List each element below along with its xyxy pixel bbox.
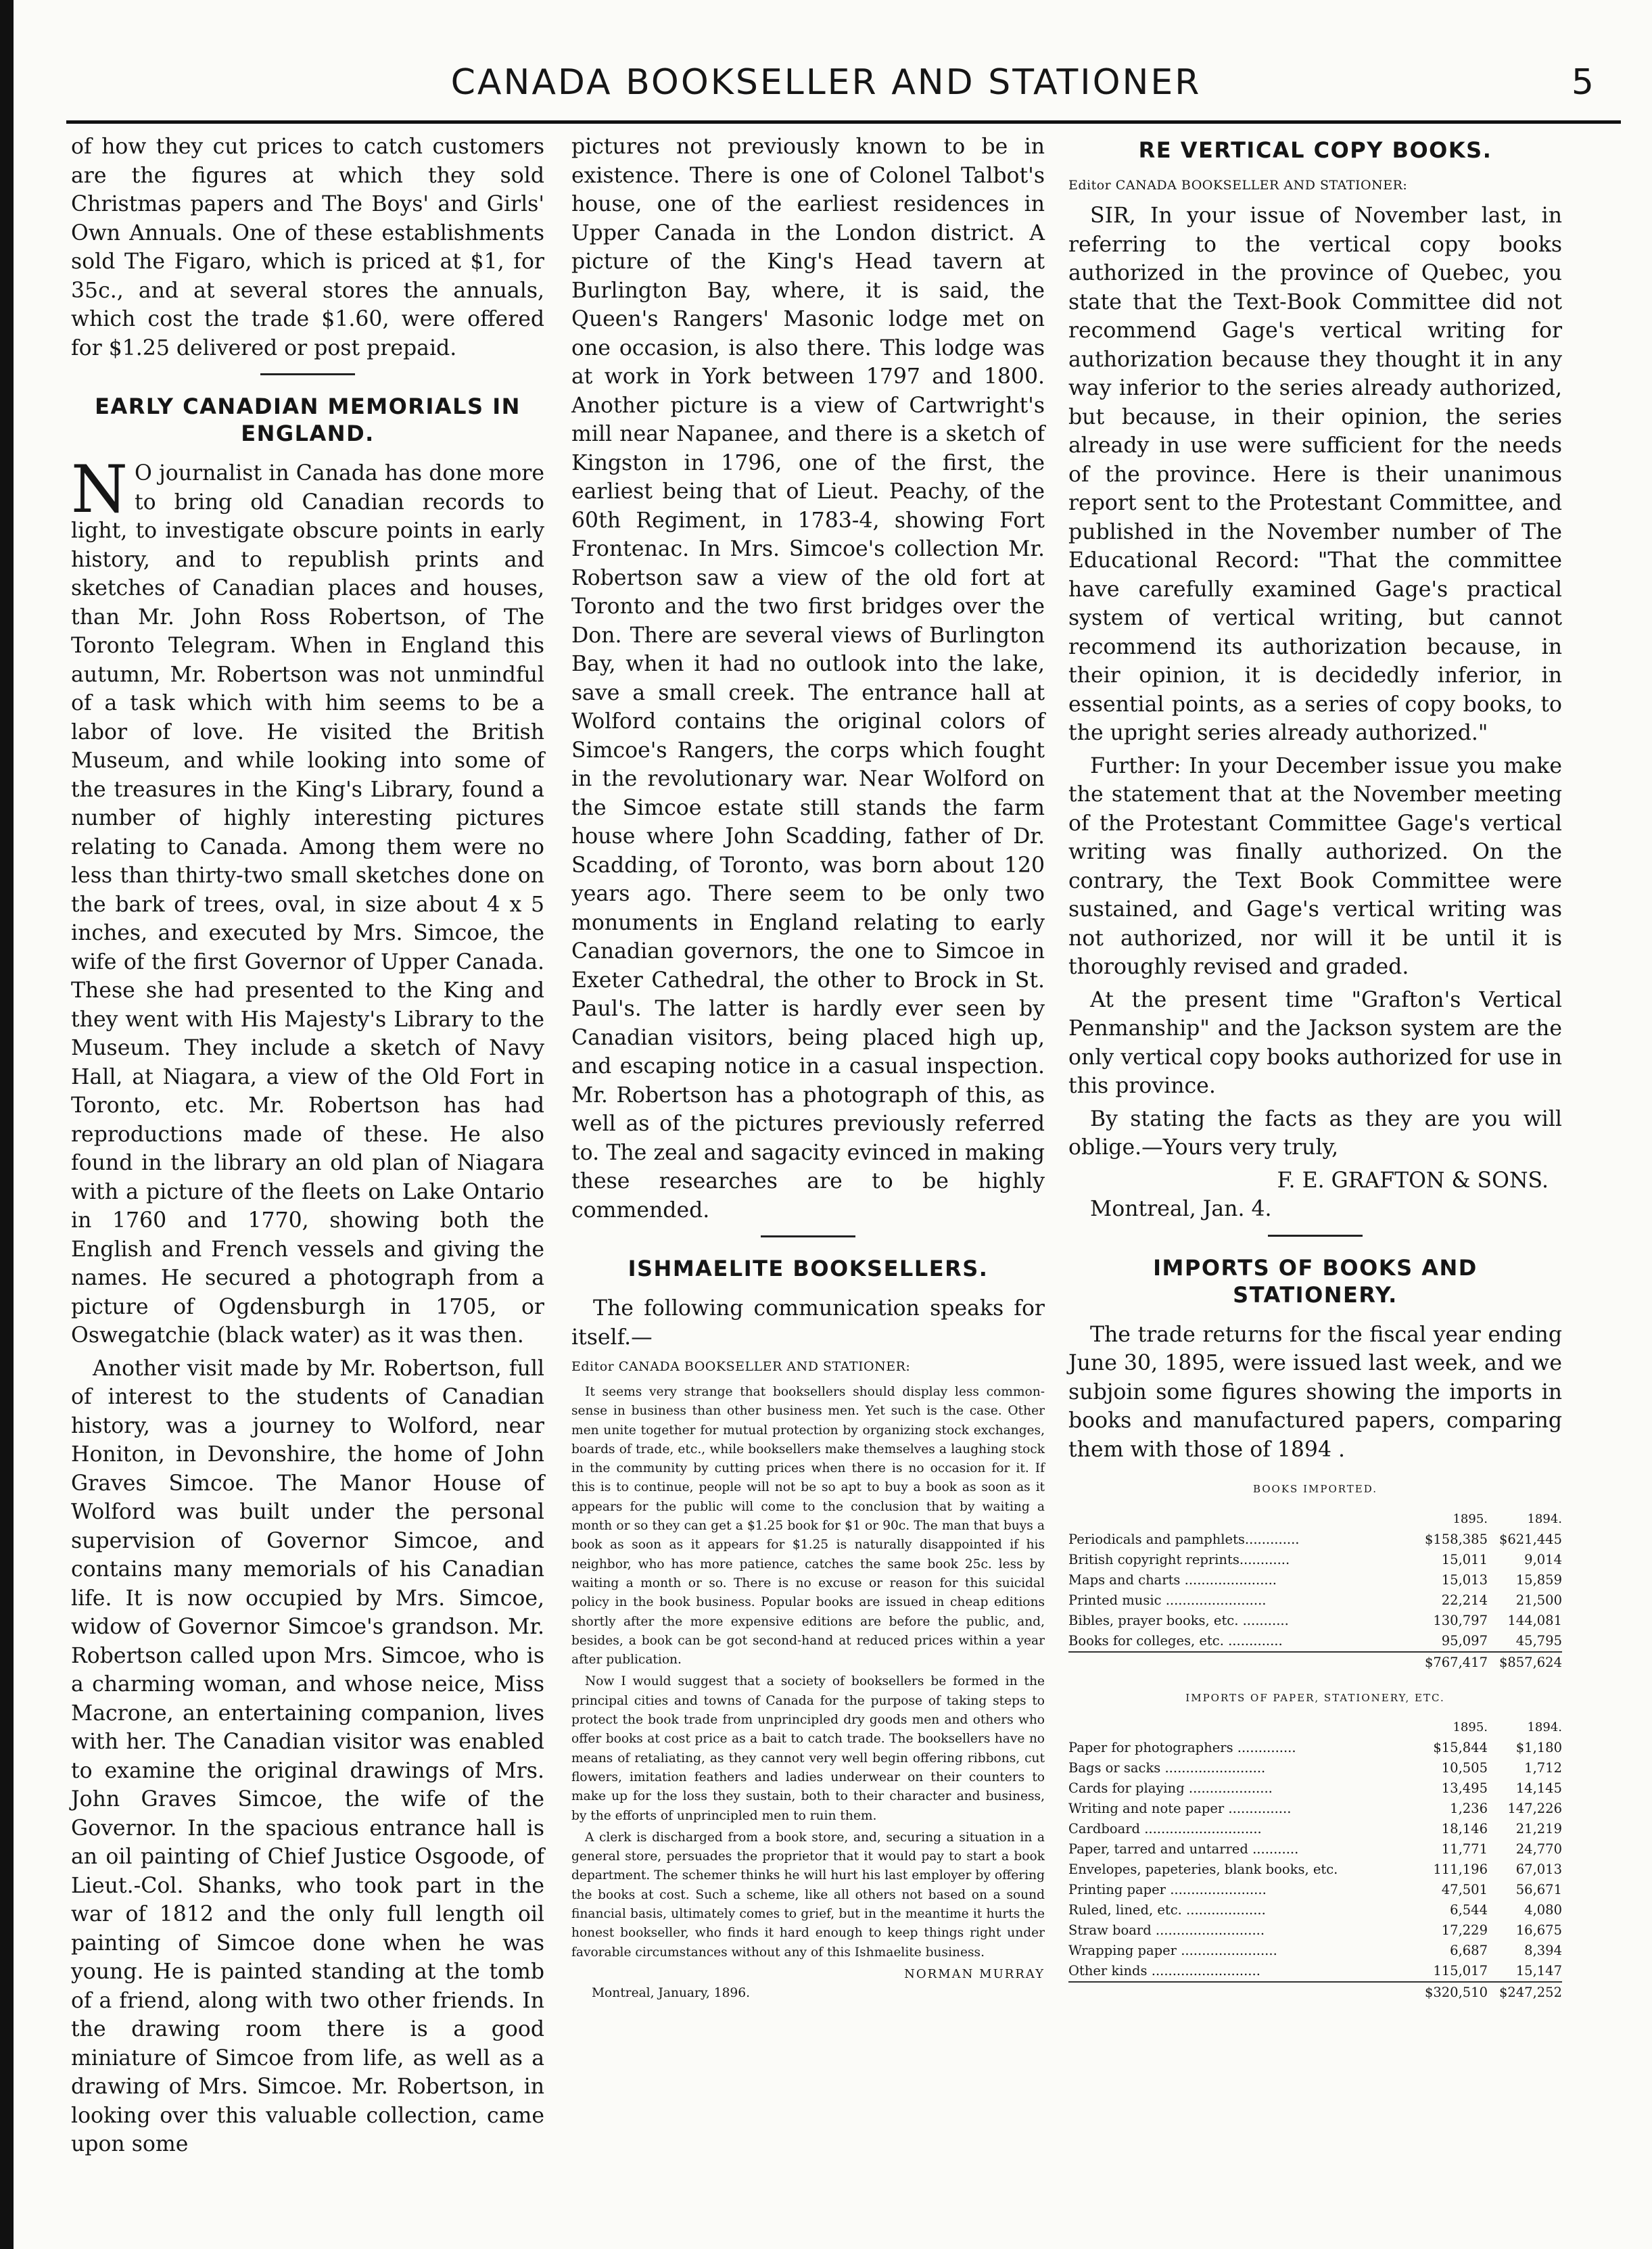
value-1894: 45,795 (1515, 1632, 1562, 1649)
paragraph: By stating the facts as they are you will oblige.—Yours very truly, (1068, 1106, 1562, 1160)
value-1895: $158,385 (1424, 1531, 1488, 1547)
value-1894: 144,081 (1507, 1612, 1562, 1628)
value-1895: 18,146 (1441, 1821, 1488, 1837)
value-1894: $1,180 (1515, 1740, 1562, 1755)
row-label: Paper, tarred and untarred ........... (1068, 1841, 1299, 1857)
value-1894: 24,770 (1515, 1841, 1562, 1857)
value-1894: 1,712 (1524, 1760, 1562, 1776)
row-label: Cardboard ............................ (1068, 1821, 1262, 1837)
value-1895: 95,097 (1441, 1632, 1488, 1649)
row-label: Books for colleges, etc. ............. (1068, 1632, 1283, 1649)
row-label: Printing paper ....................... (1068, 1882, 1267, 1897)
value-1894: $621,445 (1498, 1531, 1562, 1547)
article-headline: EARLY CANADIAN MEMORIALS IN ENGLAND. (95, 394, 521, 446)
value-1894: 9,014 (1524, 1551, 1562, 1567)
separator (761, 1235, 855, 1237)
paper-imports-table (1068, 1718, 1562, 2003)
column-1 (71, 133, 544, 2163)
value-1895: 15,011 (1441, 1551, 1488, 1567)
table-row (1068, 1819, 1562, 1839)
paragraph: SIR, In your issue of November last, in referring to the vertical copy books authorized in the province of Quebec, you state that the Text-Book Committee did not recommend Gage's vertical writing for authorization because they thought it in any way inferior to the series already authorized, but because, in their opinion, the series already in use were sufficient for the needs of the province. Here is their unanimous report sent to the Protestant Committee, and published in the November number of The Educational Record: "That the committee have carefully examined Gage's practical system of vertical writing, but cannot recommend its authorization because, in their opinion, it is decidedly inferior, in essential points, as a series of copy books, to the upright series already authorized." (1068, 204, 1562, 745)
value-1894: 56,671 (1515, 1882, 1562, 1897)
table-row (1068, 1920, 1562, 1941)
value-1895: 6,687 (1450, 1943, 1488, 1958)
value-1895: 22,214 (1441, 1592, 1488, 1608)
value-1895: 115,017 (1433, 1963, 1488, 1979)
article-headline: ISHMAELITE BOOKSELLERS. (628, 1256, 989, 1281)
value-1894: 4,080 (1524, 1902, 1562, 1918)
table-header-row (1068, 1509, 1562, 1530)
column-3 (1068, 133, 1562, 2006)
value-1895: 47,501 (1441, 1882, 1488, 1897)
column-header-1895: 1895. (1453, 1720, 1488, 1734)
header-rule (66, 120, 1621, 124)
value-1895: 10,505 (1441, 1760, 1488, 1776)
total-1894: $857,624 (1488, 1652, 1562, 1673)
row-label: Paper for photographers .............. (1068, 1740, 1296, 1755)
value-1895: 13,495 (1441, 1780, 1488, 1796)
table-row (1068, 1799, 1562, 1819)
value-1895: 17,229 (1441, 1922, 1488, 1938)
place-date: Montreal, Jan. 4. (1090, 1197, 1272, 1221)
table-header-row (1068, 1718, 1562, 1738)
row-label: Printed music ........................ (1068, 1592, 1267, 1608)
page-number: 5 (1571, 62, 1594, 103)
paragraph: The following communication speaks for itself.— (571, 1296, 1045, 1350)
paragraph: of how they cut prices to catch customers are the figures at which they sold Christmas papers and The Boys' and Girls' Own Annuals. One of these establishments sold The Figaro, which is priced at $1, for 35c., and at several stores the annuals, which cost the trade $1.60, were offered for $1.25 delivered or post prepaid. (71, 135, 544, 360)
table-row (1068, 1860, 1562, 1880)
row-label: Other kinds .......................... (1068, 1963, 1260, 1979)
total-1894: $247,252 (1488, 1982, 1562, 2003)
row-label: Bibles, prayer books, etc. ........... (1068, 1612, 1289, 1628)
row-label: Ruled, lined, etc. ................... (1068, 1902, 1266, 1918)
table-row (1068, 1611, 1562, 1631)
row-label: British copyright reprints............ (1068, 1551, 1290, 1567)
table-row (1068, 1550, 1562, 1570)
table-row (1068, 1839, 1562, 1860)
table-row (1068, 1631, 1562, 1652)
table-row (1068, 1758, 1562, 1778)
value-1895: 130,797 (1433, 1612, 1488, 1628)
value-1895: 1,236 (1450, 1801, 1488, 1816)
value-1894: 147,226 (1507, 1801, 1562, 1816)
editor-line: Editor CANADA BOOKSELLER AND STATIONER: (1068, 178, 1408, 193)
letter-paragraph: It seems very strange that booksellers should display less common-sense in business than other business men. Yet such is the case. Other men unite together for mutual protection by organizing stock exchanges, boards of trade, etc., while booksellers make themselves a laughing stock in the community by cutting prices when there is no occasion for it. If this is to continue, people will not be so apt to buy a book as soon as it appears for the public will come to the conclusion that by waiting a month or so they can get a $1.25 book for $1 or 90c. The man that buys a book as soon as it appears for $1.25 is naturally disappointed if his neighbor, who has more patience, catches the same book 25c. less by waiting a month or so. There is no excuse or reason for this suicidal policy in the book business. Popular books are issued in cheap editions shortly after the more expensive editions are before the public, and, besides, a book can be got second-hand at reduced prices within a year after publication. (571, 1385, 1045, 1667)
row-label: Wrapping paper ....................... (1068, 1943, 1277, 1958)
row-label: Cards for playing .................... (1068, 1780, 1273, 1796)
total-row (1068, 1652, 1562, 1673)
row-label: Straw board .......................... (1068, 1922, 1265, 1938)
value-1895: 111,196 (1433, 1862, 1488, 1877)
column-header-1895: 1895. (1453, 1511, 1488, 1526)
table-row (1068, 1778, 1562, 1799)
value-1894: 21,219 (1515, 1821, 1562, 1837)
total-row (1068, 1982, 1562, 2003)
value-1895: $15,844 (1433, 1740, 1488, 1755)
total-1895: $320,510 (1413, 1982, 1488, 2003)
paragraph: At the present time "Grafton's Vertical Penmanship" and the Jackson system are the only vertical copy books authorized for use in this province. (1068, 987, 1562, 1098)
letter-body (571, 1383, 1045, 2004)
table-row (1068, 1941, 1562, 1961)
row-label: Writing and note paper ............... (1068, 1801, 1292, 1816)
article-headline: IMPORTS OF BOOKS AND STATIONERY. (1153, 1254, 1478, 1308)
table-row (1068, 1880, 1562, 1900)
paragraph: The trade returns for the fiscal year ending June 30, 1895, were issued last week, and we subjoin some figures showing the imports in books and manufactured papers, comparing them with those of 1894 . (1068, 1322, 1562, 1462)
row-label: Bags or sacks ........................ (1068, 1760, 1266, 1776)
letter-paragraph: A clerk is discharged from a book store, and, securing a situation in a general store, persuades the proprietor that it would pay to start a book department. The schemer thinks he will hurt his last employer by offering the books at cost. Such a scheme, like all others not based on a sound financial basis, ultimately comes to grief, but in the meantime it hurts the honest bookseller, who finds it hard enough to keep things right under favorable circumstances without any of this Ishmaelite business. (571, 1830, 1045, 1960)
row-label: Maps and charts ...................... (1068, 1571, 1277, 1588)
article-headline: RE VERTICAL COPY BOOKS. (1138, 137, 1492, 163)
editor-line: Editor CANADA BOOKSELLER AND STATIONER: (571, 1359, 911, 1374)
drop-cap: N (71, 452, 128, 527)
value-1894: 15,147 (1515, 1963, 1562, 1979)
letter-signature: NORMAN MURRAY (904, 1966, 1045, 1981)
table-row (1068, 1590, 1562, 1611)
letter-date: Montreal, January, 1896. (592, 1986, 750, 2001)
page-edge-rule (0, 0, 14, 2249)
table-row (1068, 1570, 1562, 1590)
value-1895: 11,771 (1441, 1841, 1488, 1857)
table-row (1068, 1530, 1562, 1550)
value-1894: 15,859 (1515, 1571, 1562, 1588)
table-row (1068, 1961, 1562, 1982)
lead-text: O journalist in Canada has done more to bring old Canadian records to light, to investigate obscure points in early history, and to republish prints and sketches of Canadian places and houses, than Mr. John Ross Robertson, of The Toronto Telegram. When in England this autumn, Mr. Robertson was not unmindful of a task which with him seems to be a labor of love. He visited the British Museum, and while looking into some of the treasures in the King's Library, found a number of highly interesting pictures relating to Canada. Among them were no less than thirty-two small sketches done on the bark of trees, oval, in size about 4 x 5 inches, and executed by Mrs. Simcoe, the wife of the first Governor of Upper Canada. These she had presented to the King and they went with His Majesty's Library to the Museum. They include a sketch of Navy Hall, at Niagara, a view of the Old Fort in Toronto, etc. Mr. Robertson has had reproductions made of these. He also found in the library an old plan of Niagara with a picture of the fleets on Lake Ontario in 1760 and 1770, showing both the English and French vessels and giving the names. He secured a photograph from a picture of Ogdensburgh in 1705, or Oswegatchie (black water) as it was then. (71, 461, 544, 1348)
signature: F. E. GRAFTON & SONS. (1277, 1168, 1549, 1193)
paragraph: Another visit made by Mr. Robertson, full of interest to the students of Canadian history, was a journey to Wolford, near Honiton, in Devonshire, the home of John Graves Simcoe. The Manor House of Wolford was built under the personal supervision of Governor Simcoe, and contains many memorials of his Canadian life. It is now occupied by Mrs. Simcoe, widow of Governor Simcoe's grandson. Mr. Robertson called upon Mrs. Simcoe, who is a charming woman, and whose neice, Miss Macrone, an entertaining companion, lives with her. The Canadian visitor was enabled to examine the original drawings of Mrs. John Graves Simcoe, the wife of the Governor. In the spacious entrance hall is an oil painting of Chief Justice Osgoode, of Lieut.-Col. Shanks, who took part in the war of 1812 and the only full length oil painting of Simcoe done when he was young. He is painted standing at the tomb of a friend, along with two other friends. In the drawing room there is a good miniature of Simcoe from life, as well as a drawing of Mrs. Simcoe. Mr. Robertson, in looking over this valuable collection, came upon some (71, 1356, 544, 2156)
books-imported-table (1068, 1509, 1562, 1673)
value-1894: 8,394 (1524, 1943, 1562, 1958)
table-title: BOOKS IMPORTED. (1252, 1483, 1378, 1495)
total-1895: $767,417 (1413, 1652, 1488, 1673)
letter-paragraph: Now I would suggest that a society of booksellers be formed in the principal cities and towns of Canada for the purpose of taking steps to protect the book trade from unprincipled dry goods men and others who offer books at cost price as a bait to catch trade. The booksellers have no means of retaliating, as they cannot very well begin offering ribbons, cut flowers, imitation feathers and ladies underwear on their counters to make up for the loss they sustain, both to their character and business, by the efforts of unprincipled men to ruin them. (571, 1674, 1045, 1823)
column-header-1894: 1894. (1527, 1720, 1562, 1734)
value-1895: 6,544 (1450, 1902, 1488, 1918)
separator (260, 373, 355, 375)
value-1894: 67,013 (1515, 1862, 1562, 1877)
value-1894: 16,675 (1515, 1922, 1562, 1938)
column-header-1894: 1894. (1527, 1511, 1562, 1526)
value-1894: 14,145 (1515, 1780, 1562, 1796)
separator (1268, 1235, 1363, 1237)
paragraph: pictures not previously known to be in existence. There is one of Colonel Talbot's house, one of the earliest residences in Upper Canada in the London district. A picture of the King's Head tavern at Burlington Bay, where, it is said, the Queen's Rangers' Masonic lodge met on one occasion, is also there. This lodge was at work in York between 1797 and 1800. Another picture is a view of Cartwright's mill near Napanee, and there is a sketch of Kingston in 1796, one of the first, the earliest being that of Lieut. Peachy, of the 60th Regiment, in 1783-4, showing Fort Frontenac. In Mrs. Simcoe's collection Mr. Robertson saw a view of the old fort at Toronto and the two first bridges over the Don. There are several views of Burlington Bay, when it had no outlook into the lake, save a small creek. The entrance hall at Wolford contains the original colors of Simcoe's Rangers, the corps which fought in the revolutionary war. Near Wolford on the Simcoe estate still stands the farm house where John Scadding, father of Dr. Scadding, of Toronto, was born about 120 years ago. There seem to be only two monuments in England relating to early Canadian governors, the one to Simcoe in Exeter Cathedral, the other to Brock in St. Paul's. The latter is hardly ever seen by Canadian visitors, being placed high up, and escaping notice in a casual inspection. Mr. Robertson has a photograph of this, as well as of the pictures previously referred to. The zeal and sagacity evinced in making these researches are to be highly commended. (571, 135, 1045, 1223)
table-title: IMPORTS OF PAPER, STATIONERY, ETC. (1185, 1691, 1445, 1704)
row-label: Periodicals and pamphlets............. (1068, 1531, 1300, 1547)
value-1895: 15,013 (1441, 1571, 1488, 1588)
lead-paragraph (71, 452, 544, 1350)
table-row (1068, 1900, 1562, 1920)
running-head: CANADA BOOKSELLER AND STATIONER (450, 62, 1202, 103)
row-label: Envelopes, papeteries, blank books, etc. (1068, 1862, 1338, 1877)
table-row (1068, 1738, 1562, 1758)
column-2 (571, 133, 1045, 2004)
value-1894: 21,500 (1515, 1592, 1562, 1608)
paragraph: Further: In your December issue you make the statement that at the November meeting of the Protestant Committee Gage's vertical writing was finally authorized. On the contrary, the Text Book Committee were sustained, and Gage's vertical writing was not authorized, nor will it be until it is thoroughly revised and graded. (1068, 753, 1562, 979)
